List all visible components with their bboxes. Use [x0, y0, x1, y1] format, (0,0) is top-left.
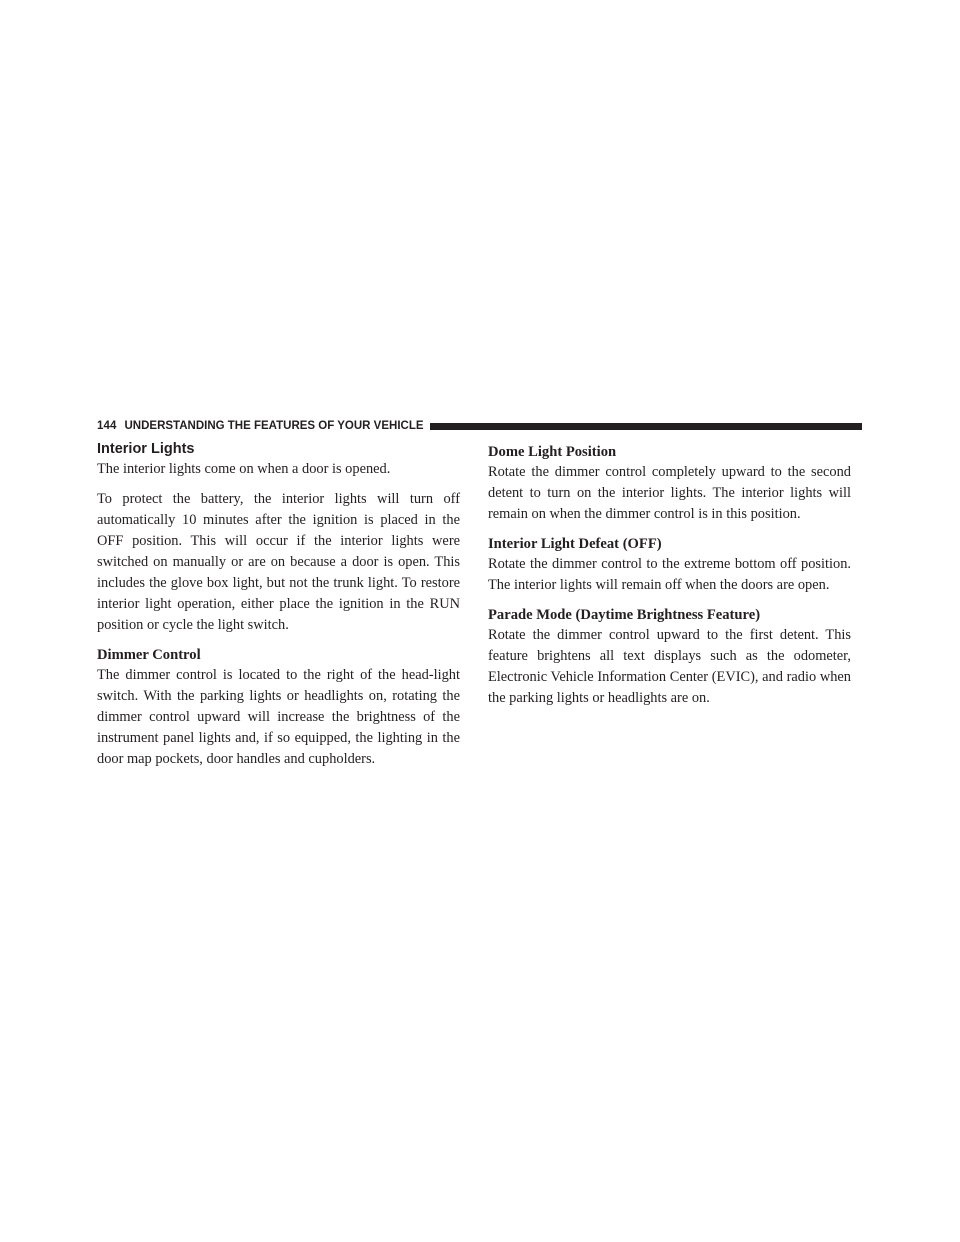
dome-light-text: Rotate the dimmer control completely upward to the second detent to turn on the interior lights. The interior lights will remain on when the dimmer control is in this position. [488, 464, 851, 522]
section-title: UNDERSTANDING THE FEATURES OF YOUR VEHICLE [124, 420, 424, 432]
header-rule [430, 423, 862, 430]
page-number: 144 [97, 420, 117, 432]
interior-lights-heading: Interior Lights [97, 441, 195, 457]
parade-mode-heading: Parade Mode (Daytime Brightness Feature) [488, 607, 761, 623]
parade-mode-text: Rotate the dimmer control upward to the first detent. This feature brightens all text displays such as the odometer, Electronic Vehicle Information Center (EVIC), and radio when the parking lights or headlights are on. [488, 627, 851, 706]
light-defeat-text: Rotate the dimmer control to the extreme bottom off position. The interior lights will remain off when the doors are open. [488, 556, 851, 593]
right-column [488, 442, 851, 718]
dimmer-control-heading: Dimmer Control [97, 647, 201, 663]
page-header [97, 418, 862, 434]
left-column [97, 439, 460, 779]
interior-lights-intro: The interior lights come on when a door is opened. [97, 461, 391, 477]
dome-light-heading: Dome Light Position [488, 444, 617, 460]
light-defeat-heading: Interior Light Defeat (OFF) [488, 536, 662, 552]
dimmer-control-text: The dimmer control is located to the right of the head-light switch. With the parking lights or headlights on, rotating the dimmer control upward will increase the brightness of the instrument panel lights and, if so equipped, the lighting in the door map pockets, door handles and cupholders. [97, 667, 460, 767]
battery-protection-text: To protect the battery, the interior lights will turn off automatically 10 minutes after the ignition is placed in the OFF position. This will occur if the interior lights were switched on manually or are on because a door is open. This includes the glove box light, but not the trunk light. To restore interior light operation, either place the ignition in the RUN position or cycle the light switch. [97, 491, 460, 633]
